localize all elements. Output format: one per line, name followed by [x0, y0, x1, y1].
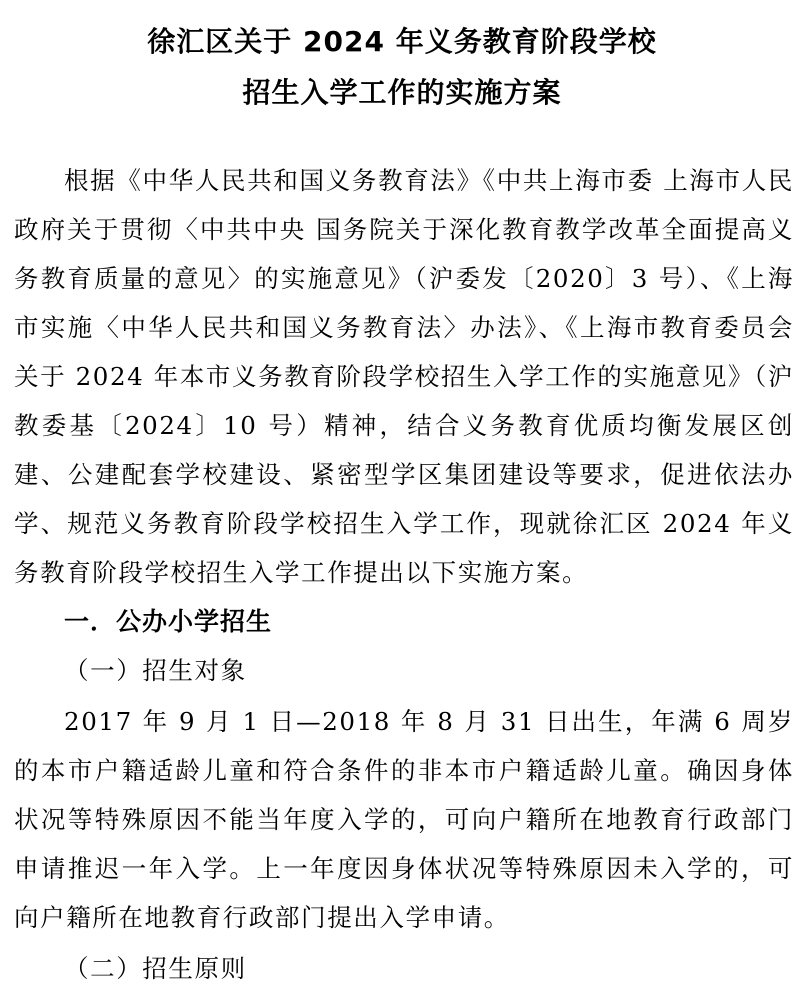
- subsection-heading-enrollment-targets: （一）招生对象: [64, 656, 247, 685]
- section-heading-public-primary-enrollment: 一．公办小学招生: [64, 607, 273, 636]
- enrollment-targets-paragraph: 2017 年 9 月 1 日—2018 年 8 月 31 日出生，年满 6 周岁的本市户籍适龄儿童和符合条件的非本市户籍适龄儿童。确因身体状况等特殊原因不能当年度入学的，可向户籍所在地教育行政部门申请推迟一年入学。上一年度因身体状况等特殊原因未入学的，可向户籍所在地教育行政部门提出入学申请。: [14, 707, 794, 932]
- document-title-line-1: 徐汇区关于 2024 年义务教育阶段学校: [147, 25, 657, 58]
- document-title-line-2: 招生入学工作的实施方案: [242, 76, 562, 109]
- intro-paragraph: 根据《中华人民共和国义务教育法》《中共上海市委 上海市人民政府关于贯彻〈中共中央 国务院关于深化教育教学改革全面提高义务教育质量的意见〉的实施意见》（沪委发〔2020〕3 号）、《上海市实施〈中华人民共和国义务教育法〉办法》、《上海市教育委员会关于 2024 年本市义务教育阶段学校招生入学工作的实施意见》（沪教委基〔2024〕10 号）精神，结合义务教育优质均衡发展区创建、公建配套学校建设、紧密型学区集团建设等要求，促进依法办学、规范义务教育阶段学校招生入学工作，现就徐汇区 2024 年义务教育阶段学校招生入学工作提出以下实施方案。: [14, 166, 794, 587]
- subsection-heading-enrollment-principles: （二）招生原则: [64, 954, 247, 983]
